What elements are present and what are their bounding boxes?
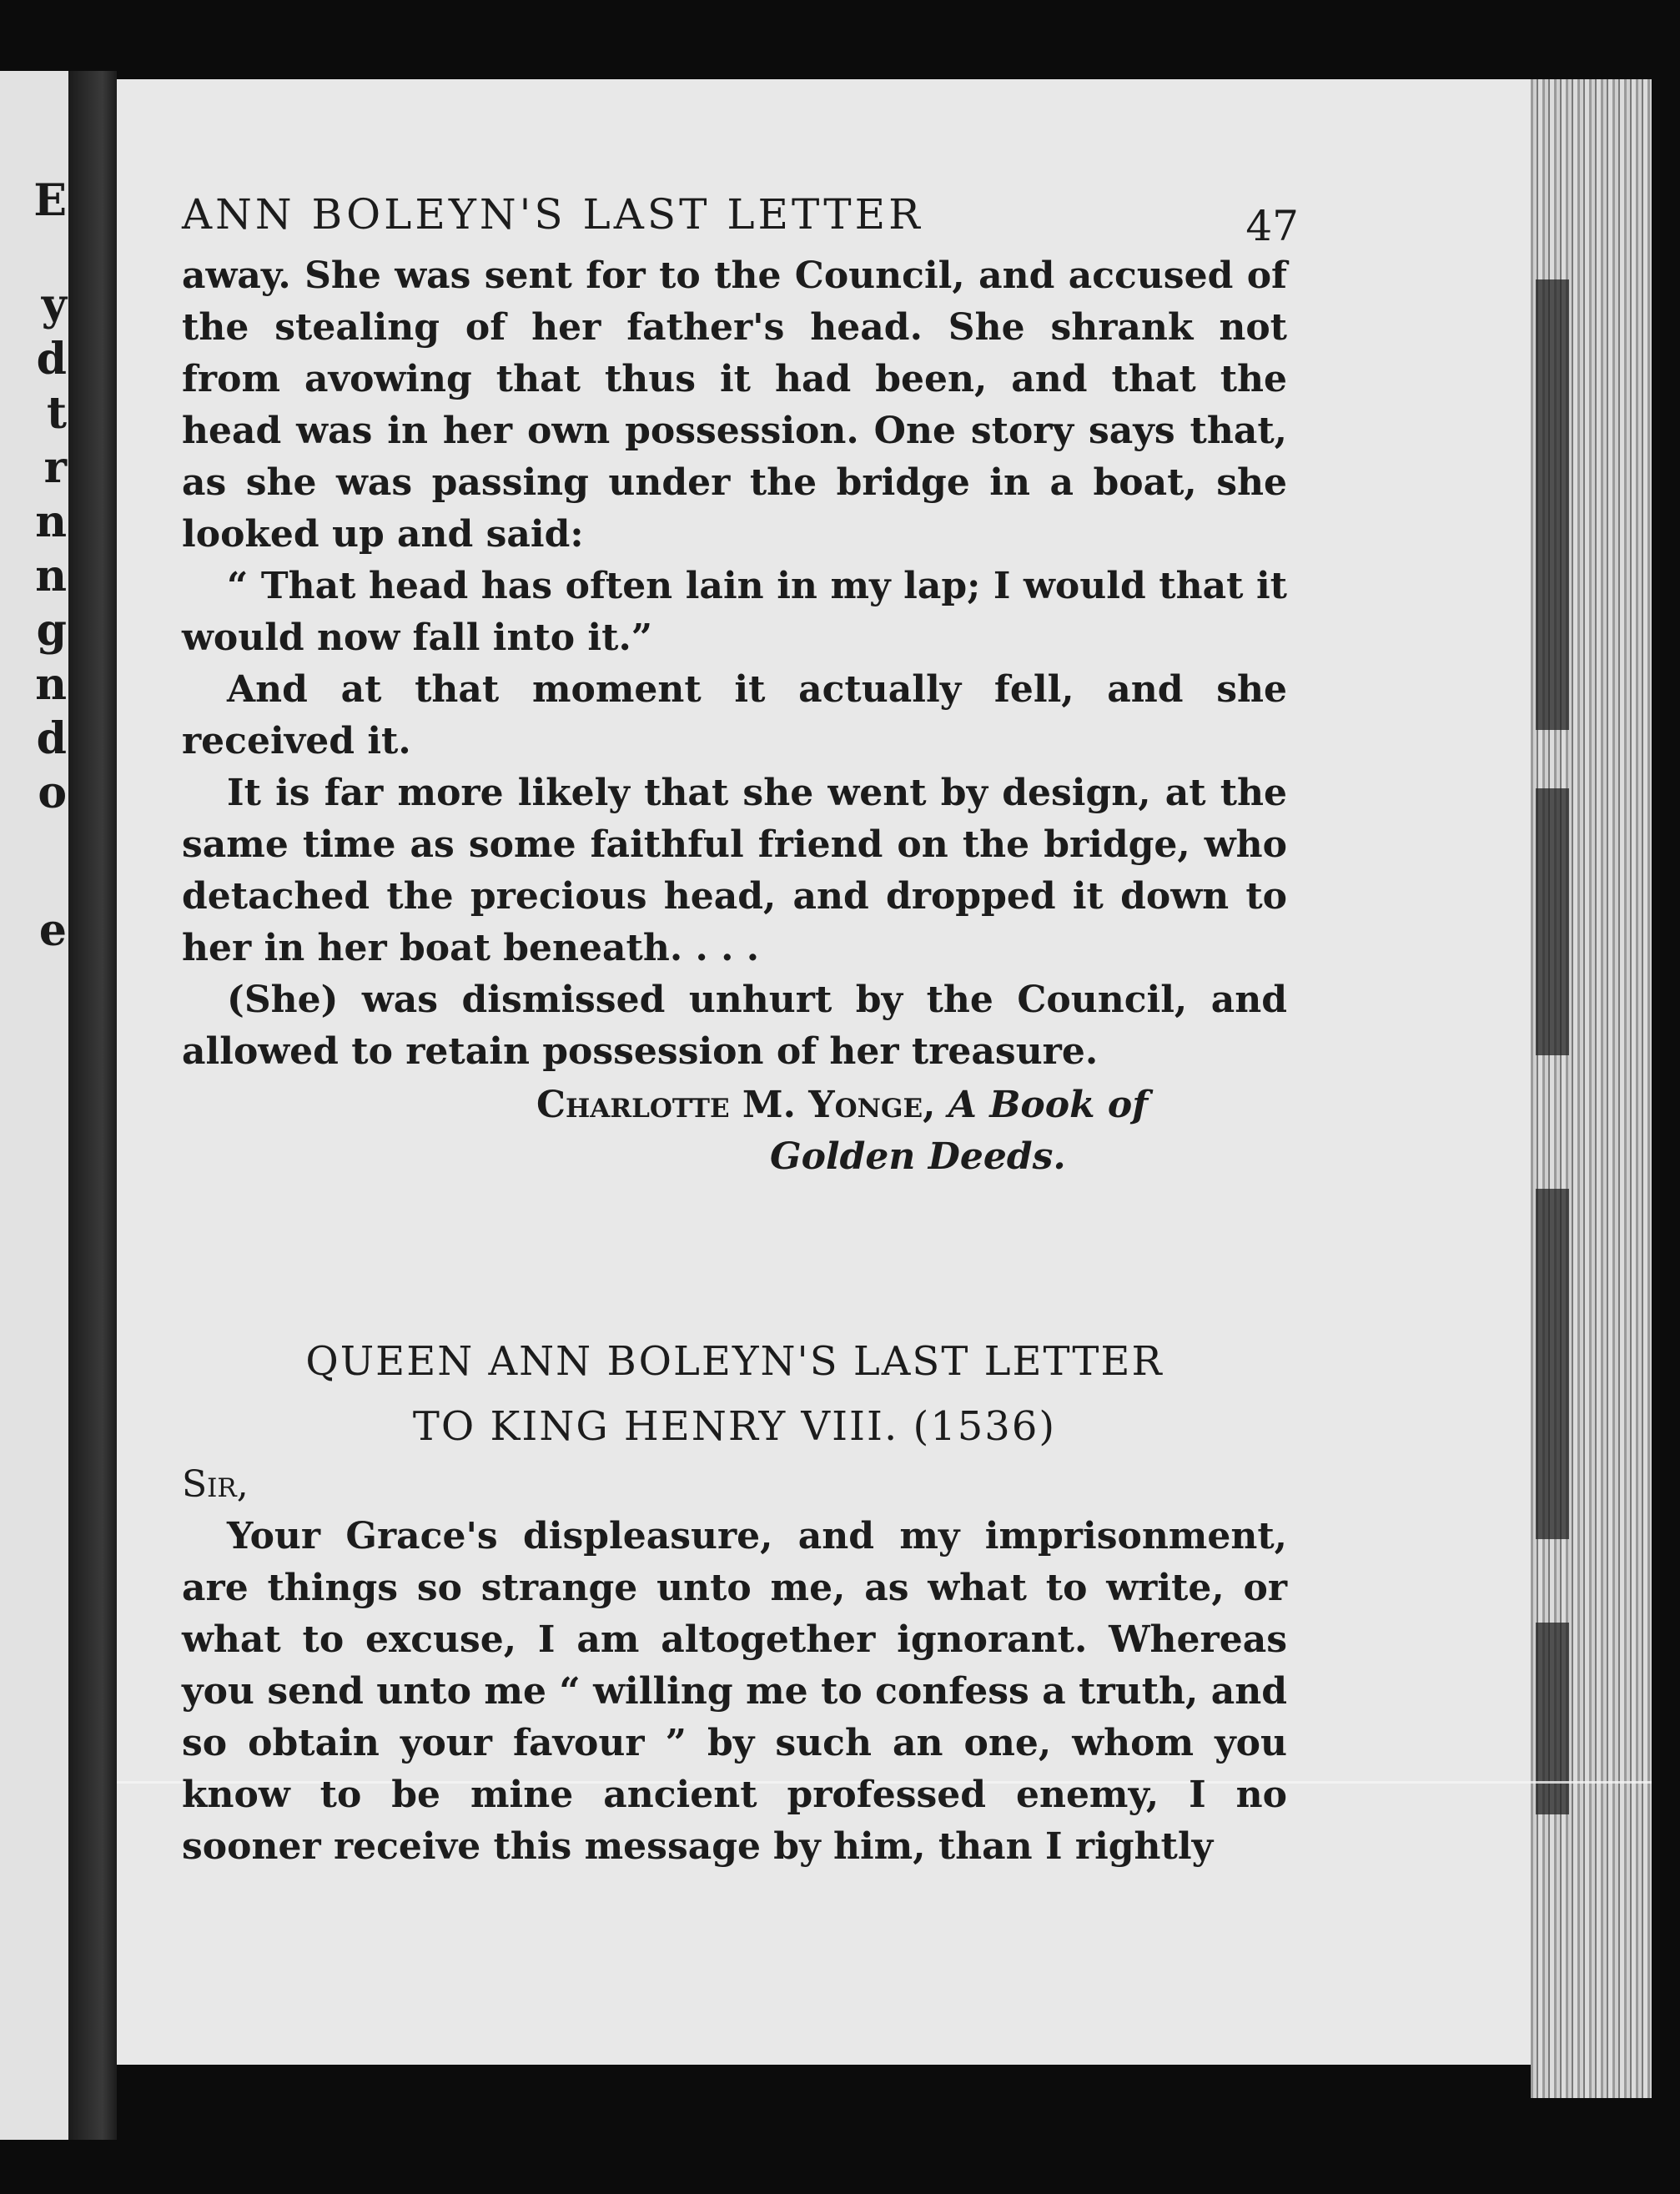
library-stamp-mark (1536, 1623, 1569, 1814)
story-body (182, 250, 1287, 1078)
page-content (182, 175, 1299, 1873)
left-page-edge-char: E (33, 175, 67, 226)
attribution-book-title-continued: Golden Deeds. (770, 1135, 1066, 1178)
story-paragraph: away. She was sent for to the Council, and accused of the stealing of her father's head. She shrank not from avowing that thus it had been, and that the head was in her own possession. One story says that, as she was passing under the bridge in a boat, she looked up and said: (182, 254, 1287, 556)
left-page-edge-char: r (43, 442, 67, 493)
left-page-edge-char: d (36, 713, 67, 764)
page-edge-stack (1531, 79, 1652, 2098)
running-title: ANN BOLEYN'S LAST LETTER (182, 190, 923, 239)
attribution (182, 1079, 1287, 1183)
library-stamp-mark (1536, 788, 1569, 1055)
section-heading-line: TO KING HENRY VIII. (1536) (412, 1403, 1057, 1450)
library-stamp-mark (1536, 279, 1569, 730)
story-paragraph: “ That head has often lain in my lap; I would that it would now fall into it.” (182, 565, 1287, 659)
library-stamp-mark (1536, 1189, 1569, 1539)
letter-paragraph: Your Grace's displeasure, and my imprisonment, are things so strange unto me, as what to write, or what to excuse, I am altogether ignorant. Whereas you send unto me “ willing me to confess a truth, and so obtain your favour ” by such an one, whom you know to be mine ancient professed enemy, I no sooner receive this message by him, than I rightly (182, 1515, 1287, 1868)
left-page-edge-char: g (36, 605, 67, 656)
attribution-author: Charlotte M. Yonge, (536, 1084, 936, 1126)
story-paragraph: It is far more likely that she went by design, at the same time as some faithful friend on the bridge, who detached the precious head, and dropped it down to her in her boat beneath. . . . (182, 772, 1287, 969)
section-heading (182, 1329, 1287, 1459)
left-page-edge-char: d (36, 334, 67, 385)
left-page-edge-char: n (35, 659, 67, 710)
story-paragraph: (She) was dismissed unhurt by the Council, and allowed to retain possession of her treasure. (182, 979, 1287, 1073)
book-gutter (68, 71, 117, 2140)
left-page-edge-char: n (35, 551, 67, 601)
story-paragraph: And at that moment it actually fell, and she received it. (182, 668, 1287, 762)
section-heading-line: QUEEN ANN BOLEYN'S LAST LETTER (305, 1338, 1164, 1385)
letter-salutation: Sir, (182, 1463, 249, 1506)
left-page-edge-char: y (41, 279, 67, 330)
left-page-edge-char: o (38, 767, 67, 818)
page-number: 47 (1245, 202, 1299, 250)
attribution-book-title: A Book of (948, 1084, 1149, 1126)
left-page-edge-char: e (38, 905, 67, 956)
left-page-edge-char: t (46, 388, 67, 439)
left-facing-page (0, 71, 68, 2140)
running-header (182, 175, 1299, 250)
left-page-edge-char: n (35, 496, 67, 547)
